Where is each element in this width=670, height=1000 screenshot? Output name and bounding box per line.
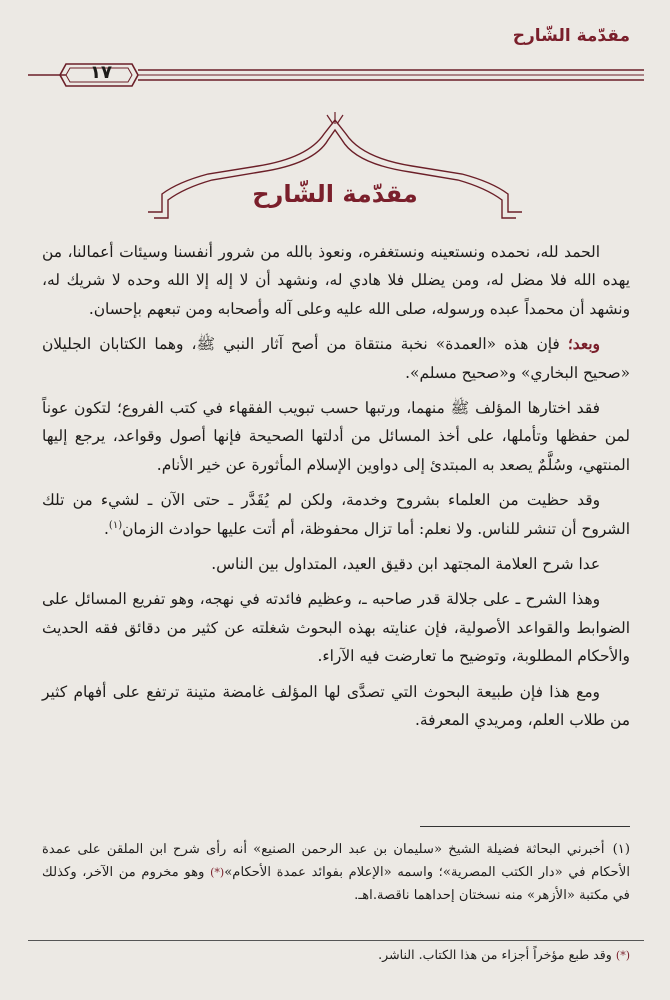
paragraph-text: وقد حظيت من العلماء بشروح وخدمة، ولكن لم يُقَدَّر ـ حتى الآن ـ لشيء من تلك الشروح أن تنشر للناس. ولا نعلم: أما تزال محفوظة، أم أتت عليها حوادث الزمان (42, 491, 630, 538)
paragraph: الحمد لله، نحمده ونستعينه ونستغفره، ونعوذ بالله من شرور أنفسنا وسيئات أعمالنا، من يهده الله فلا مضل له، ومن يضلل فلا هادي له، ونشهد أن لا إله إلا الله وحده لا شريك له، ونشهد أن محمداً عبده ورسوله، صلى الله عليه وعلى آله وأصحابه ومن تبعهم بإحسان. (42, 243, 630, 318)
publisher-note (42, 944, 630, 967)
paragraph (42, 486, 630, 543)
paragraph (42, 330, 630, 387)
footnote-marker: (١) (612, 842, 630, 857)
paragraph: فقد اختارها المؤلف ﷺ منهما، ورتبها حسب تبويب الفقهاء في كتب الفروع؛ لتكون عوناً لمن حفظها وتأملها، على أخذ المسائل من أدلتها الصحيحة فإنها أصول وقواعد، يرجع إليها المنتهي، وسُلَّمٌ يصعد به المبتدئ إلى دواوين الإسلام المأثورة عن خير الأنام. (42, 399, 630, 474)
footnote-text: أخبرني البحاثة فضيلة الشيخ «سليمان بن عبد الرحمن الصنيع» أنه رأى شرح ابن الملقن على عمدة الأحكام في «دار الكتب المصرية»؛ واسمه «الإعلام بفوائد عمدة الأحكام» (42, 842, 631, 880)
paragraph-lead: وبعد؛ (567, 335, 600, 354)
footnote-star: (*) (210, 866, 225, 879)
paragraph: عدا شرح العلامة المجتهد ابن دقيق العيد، المتداول بين الناس. (211, 555, 600, 574)
footnote-text-cont: وهو مخروم من الآخر، وكذلك في مكتبة «الأزهر» منه نسختان إحداهما ناقصة.اهـ. (42, 865, 630, 903)
paragraph-text: فإن هذه «العمدة» نخبة منتقاة من أصح آثار النبي ﷺ، وهما الكتابان الجليلان «صحيح البخاري» و«صحيح مسلم». (42, 335, 630, 382)
running-title: مقدّمة الشّارح (512, 26, 630, 46)
page-number: ١٧ (90, 62, 112, 83)
paragraph: وهذا الشرح ـ على جلالة قدر صاحبه ـ، وعظيم فائدته في نهجه، وهو تفريع المسائل على الضوابط والقواعد الأصولية، فإن عنايته بهذه البحوث شغلته عن كثير من دقائق فقه الحديث والأحكام المطلوبة، وتوضيح ما تعارضت فيه الآراء. (42, 590, 630, 666)
footnotes (42, 838, 630, 907)
footnote (42, 838, 630, 907)
footnote-reference[interactable]: (١) (108, 519, 123, 531)
paragraph-end: . (104, 519, 109, 538)
chapter-title: مقدّمة الشّارح (252, 180, 418, 208)
publisher-note-marker: (*) (615, 949, 630, 962)
publisher-note-divider (28, 940, 644, 941)
body-text (42, 238, 630, 742)
paragraph: ومع هذا فإن طبيعة البحوث التي تصدَّى لها المؤلف غامضة متينة ترتفع على أفهام كثير من طلاب العلم، ومريدي المعرفة. (42, 682, 630, 730)
footnote-divider (420, 826, 630, 827)
publisher-note-text: وقد طبع مؤخراً أجزاء من هذا الكتاب. الناشر. (378, 947, 612, 962)
